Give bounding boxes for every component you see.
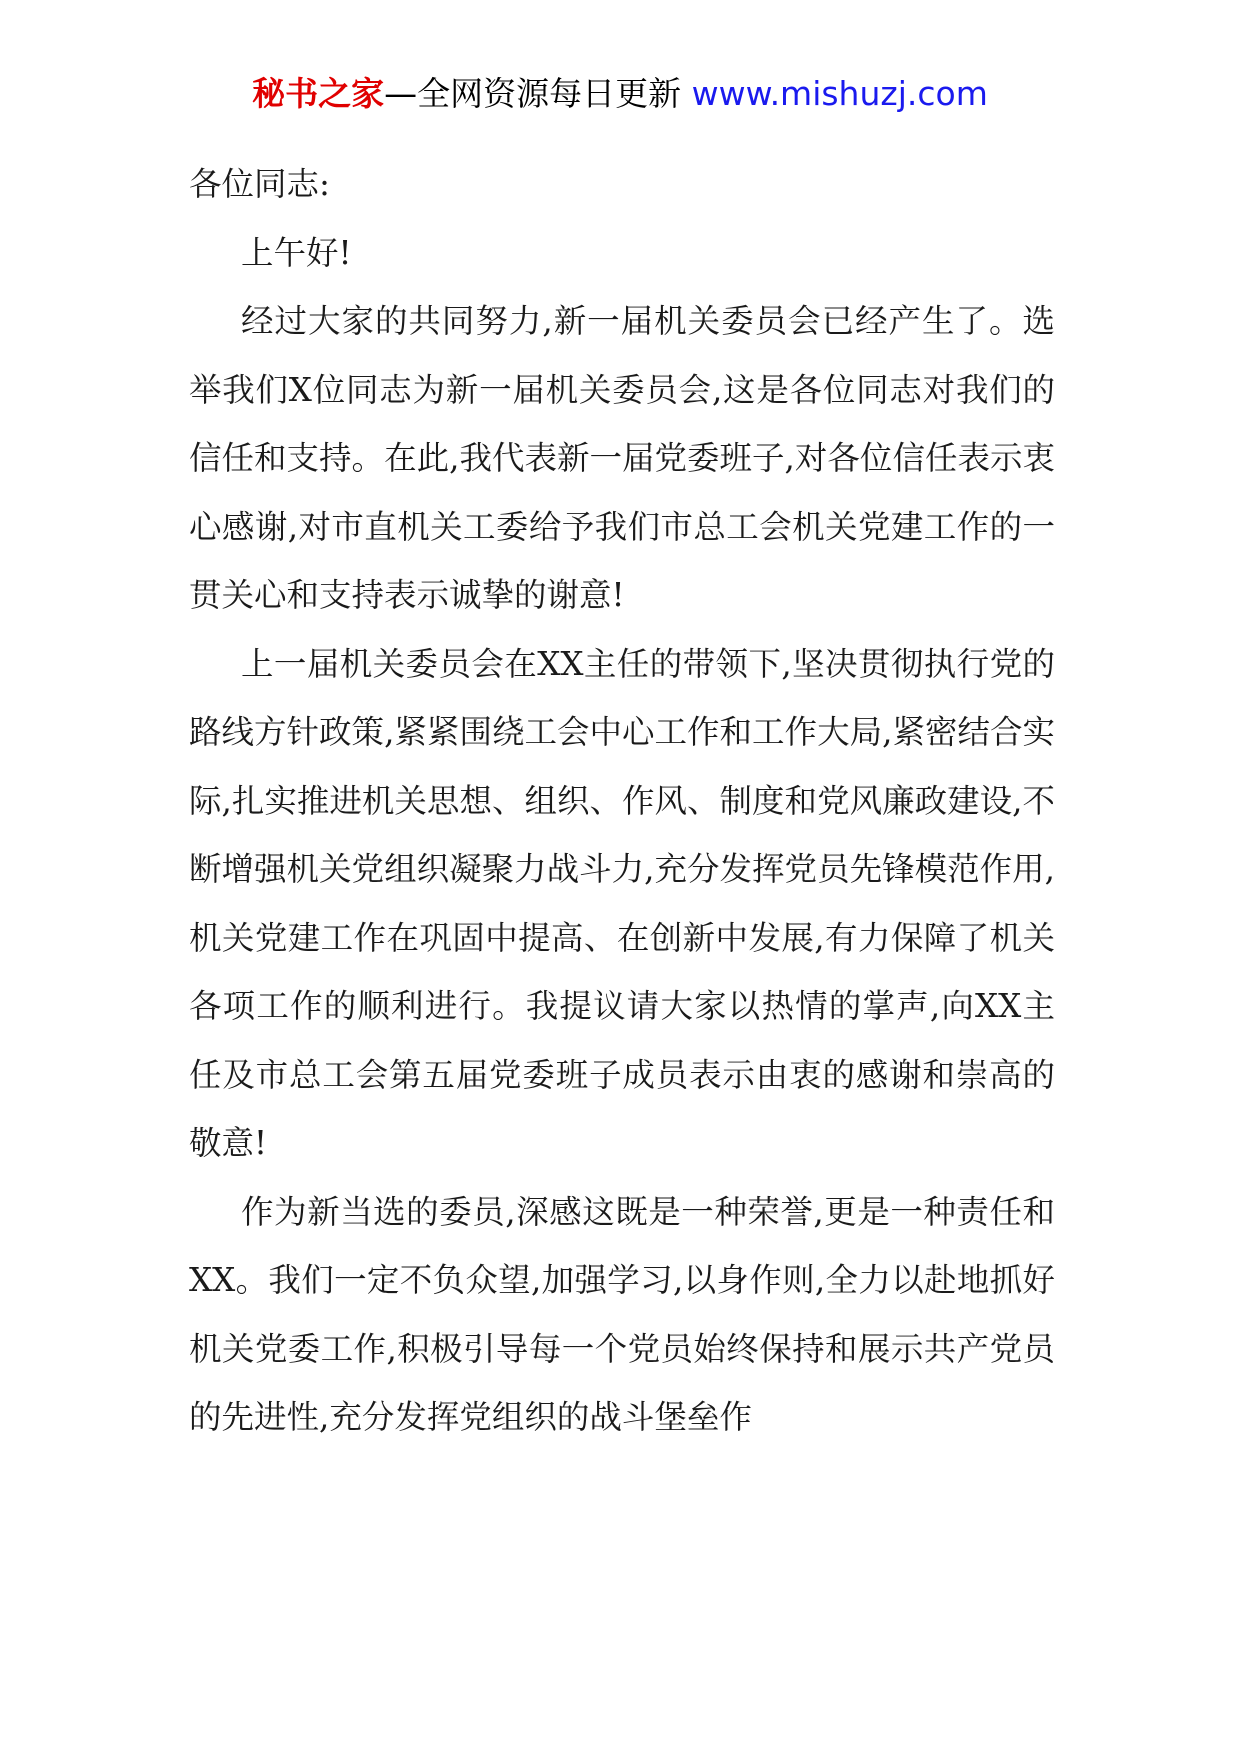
paragraph: 作为新当选的委员,深感这既是一种荣誉,更是一种责任和XX。我们一定不负众望,加强学习,以身作则,全力以赴地抓好机关党委工作,积极引导每一个党员始终保持和展示共产党员的先进性,充分发挥党组织的战斗堡垒作 — [189, 1192, 1055, 1436]
greeting: 上午好! — [241, 233, 352, 272]
site-url-link[interactable]: www.mishuzj.com — [691, 74, 988, 113]
site-brand: 秘书之家 — [252, 74, 385, 113]
site-tagline: —全网资源每日更新 — [384, 74, 682, 113]
site-header — [0, 72, 1240, 116]
paragraph: 经过大家的共同努力,新一届机关委员会已经产生了。选举我们X位同志为新一届机关委员会,这是各位同志对我们的信任和支持。在此,我代表新一届党委班子,对各位信任表示衷心感谢,对市直机关工委给予我们市总工会机关党建工作的一贯关心和支持表示诚挚的谢意! — [189, 302, 1055, 614]
salutation: 各位同志: — [189, 165, 330, 203]
paragraph: 上一届机关委员会在XX主任的带领下,坚决贯彻执行党的路线方针政策,紧紧围绕工会中心工作和工作大局,紧密结合实际,扎实推进机关思想、组织、作风、制度和党风廉政建设,不断增强机关党组织凝聚力战斗力,充分发挥党员先锋模范作用,机关党建工作在巩固中提高、在创新中发展,有力保障了机关各项工作的顺利进行。我提议请大家以热情的掌声,向XX主任及市总工会第五届党委班子成员表示由衷的感谢和崇高的敬意! — [189, 644, 1055, 1162]
document-body — [189, 150, 1055, 1452]
